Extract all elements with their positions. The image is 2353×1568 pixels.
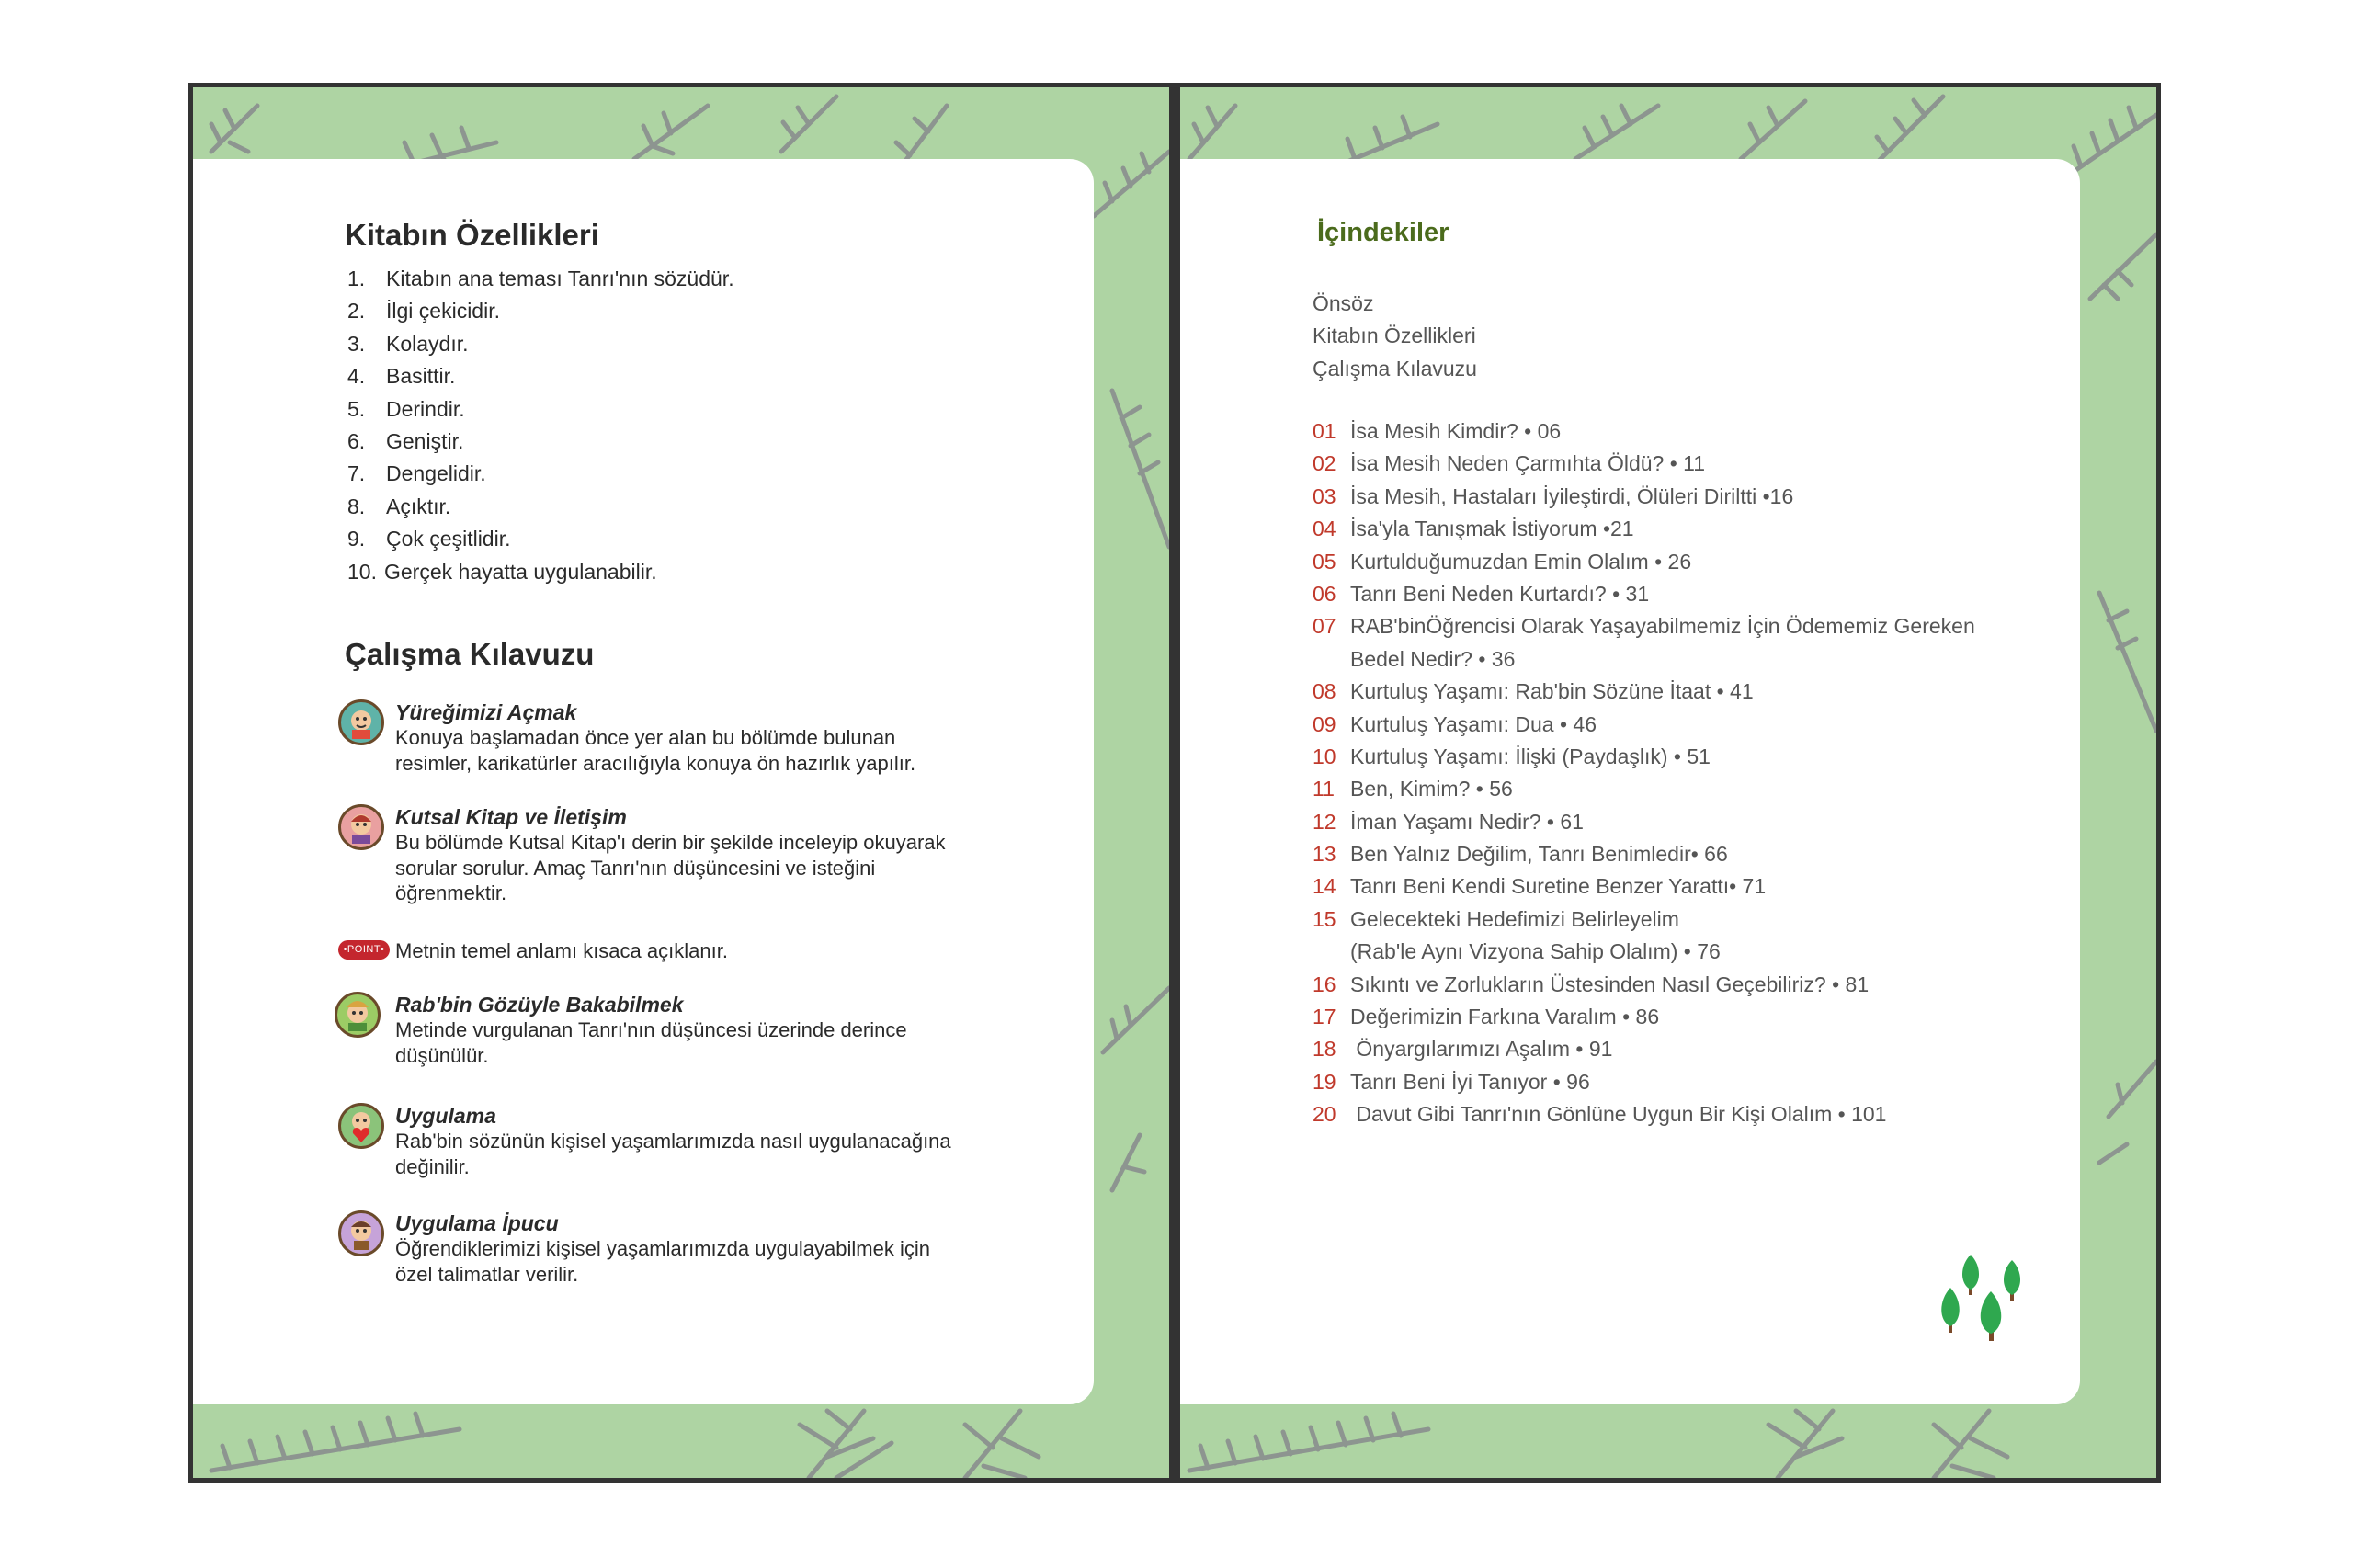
toc-chapter-item[interactable]: 04 İsa'yla Tanışmak İstiyorum •21 — [1313, 517, 1634, 541]
guide-item-description: düşünülür. — [395, 1043, 489, 1067]
tip-character-icon — [338, 1210, 384, 1256]
toc-chapter-item[interactable]: 11 Ben, Kimim? • 56 — [1313, 777, 1513, 801]
list-item: 1. Kitabın ana teması Tanrı'nın sözüdür. — [347, 267, 734, 290]
guide-item-description: öğrenmektir. — [395, 881, 507, 904]
toc-chapter-item[interactable]: 07 RAB'binÖğrencisi Olarak Yaşayabilmemiz İçin Ödememiz Gereken — [1313, 614, 1975, 639]
guide-item-description: özel talimatlar verilir. — [395, 1262, 579, 1286]
toc-chapter-continuation: (Rab'le Aynı Vizyona Sahip Olalım) • 76 — [1350, 939, 1721, 964]
guide-item-description: Konuya başlamadan önce yer alan bu bölümde bulunan — [395, 726, 896, 749]
toc-chapter-item[interactable]: 20 Davut Gibi Tanrı'nın Gönlüne Uygun Bir Kişi Olalım • 101 — [1313, 1102, 1887, 1127]
toc-chapters — [1313, 415, 1975, 1131]
guide-item-description: Bu bölümde Kutsal Kitap'ı derin bir şekilde inceleyip okuyarak — [395, 831, 946, 854]
toc-front-item[interactable]: Çalışma Kılavuzu — [1313, 356, 1477, 381]
toc-chapter-item[interactable]: 15 Gelecekteki Hedefimizi Belirleyelim — [1313, 906, 1679, 931]
guide-item-description: Metnin temel anlamı kısaca açıklanır. — [395, 939, 728, 962]
list-item: 5. Derindir. — [347, 396, 465, 421]
toc-chapter-item[interactable]: 13 Ben Yalnız Değilim, Tanrı Benimledir• 66 — [1313, 842, 1728, 867]
open-heart-character-icon — [338, 699, 384, 745]
toc-chapter-item[interactable]: 09 Kurtuluş Yaşamı: Dua • 46 — [1313, 711, 1597, 736]
features-list — [347, 263, 734, 588]
toc-chapter-item[interactable]: 02 İsa Mesih Neden Çarmıhta Öldü? • 11 — [1313, 451, 1706, 476]
toc-chapter-item[interactable]: 01 İsa Mesih Kimdir? • 06 — [1313, 419, 1562, 443]
book-spread — [188, 83, 2161, 1483]
list-item: 9. Çok çeşitlidir. — [347, 527, 511, 551]
toc-chapter-item[interactable]: 10 Kurtuluş Yaşamı: İlişki (Paydaşlık) • 51 — [1313, 744, 1711, 768]
list-item: 3. Kolaydır. — [347, 331, 469, 356]
looking-character-icon — [335, 992, 381, 1038]
toc-chapter-item[interactable]: 05 Kurtulduğumuzdan Emin Olalım • 26 — [1313, 549, 1692, 574]
guide-item-heading: Rab'bin Gözüyle Bakabilmek — [395, 993, 684, 1017]
trees-icon — [1934, 1253, 2035, 1345]
list-item: 6. Geniştir. — [347, 428, 464, 453]
toc-front-item[interactable]: Kitabın Özellikleri — [1313, 324, 1476, 348]
toc-chapter-item[interactable]: 14 Tanrı Beni Kendi Suretine Benzer Yarattı• 71 — [1313, 874, 1767, 899]
toc-chapter-item[interactable]: 16 Sıkıntı ve Zorlukların Üstesinden Nasıl Geçebiliriz? • 81 — [1313, 971, 1870, 996]
guide-item-description: Rab'bin sözünün kişisel yaşamlarımızda nasıl uygulanacağına — [395, 1130, 951, 1153]
guide-title: Çalışma Kılavuzu — [345, 637, 595, 671]
toc-chapter-continuation: Bedel Nedir? • 36 — [1350, 646, 1516, 671]
list-item: 7. Dengelidir. — [347, 461, 486, 486]
list-item: 4. Basittir. — [347, 364, 456, 389]
list-item: 10. Gerçek hayatta uygulanabilir. — [347, 559, 657, 584]
point-badge: •POINT• — [338, 940, 390, 960]
toc-chapter-item[interactable]: 19 Tanrı Beni İyi Tanıyor • 96 — [1313, 1069, 1590, 1094]
guide-item-description: sorular sorulur. Amaç Tanrı'nın düşüncesini ve isteğini — [395, 856, 876, 880]
toc-chapter-item[interactable]: 12 İman Yaşamı Nedir? • 61 — [1313, 809, 1584, 834]
features-title: Kitabın Özellikleri — [345, 218, 599, 252]
guide-item-heading: Uygulama İpucu — [395, 1211, 559, 1235]
guide-item-description: resimler, karikatürler aracılığıyla konuya ön hazırlık yapılır. — [395, 751, 916, 775]
toc-chapter-item[interactable]: 03 İsa Mesih, Hastaları İyileştirdi, Ölüleri Diriltti •16 — [1313, 483, 1794, 508]
toc-chapter-item[interactable]: 17 Değerimizin Farkına Varalım • 86 — [1313, 1005, 1660, 1029]
toc-chapter-item[interactable]: 06 Tanrı Beni Neden Kurtardı? • 31 — [1313, 581, 1650, 606]
toc-front-matter — [1313, 288, 1477, 385]
guide-item-description: Metinde vurgulanan Tanrı'nın düşüncesi üzerinde derince — [395, 1018, 907, 1041]
guide-item-description: Öğrendiklerimizi kişisel yaşamlarımızda uygulayabilmek için — [395, 1237, 930, 1260]
toc-front-item[interactable]: Önsöz — [1313, 291, 1374, 315]
right-page — [1180, 87, 2156, 1478]
list-item: 8. Açıktır. — [347, 494, 451, 518]
toc-chapter-item[interactable]: 18 Önyargılarımızı Aşalım • 91 — [1313, 1037, 1613, 1062]
list-item: 2. İlgi çekicidir. — [347, 299, 500, 324]
heart-character-icon — [338, 1103, 384, 1149]
guide-item-heading: Uygulama — [395, 1104, 496, 1128]
toc-chapter-item[interactable]: 08 Kurtuluş Yaşamı: Rab'bin Sözüne İtaat • 41 — [1313, 679, 1754, 704]
book-reading-character-icon — [338, 804, 384, 850]
guide-item-heading: Kutsal Kitap ve İletişim — [395, 805, 627, 829]
guide-item-heading: Yüreğimizi Açmak — [395, 700, 577, 724]
guide-item-description: değinilir. — [395, 1154, 470, 1178]
toc-title: İçindekiler — [1317, 218, 1449, 247]
left-page — [193, 87, 1169, 1478]
